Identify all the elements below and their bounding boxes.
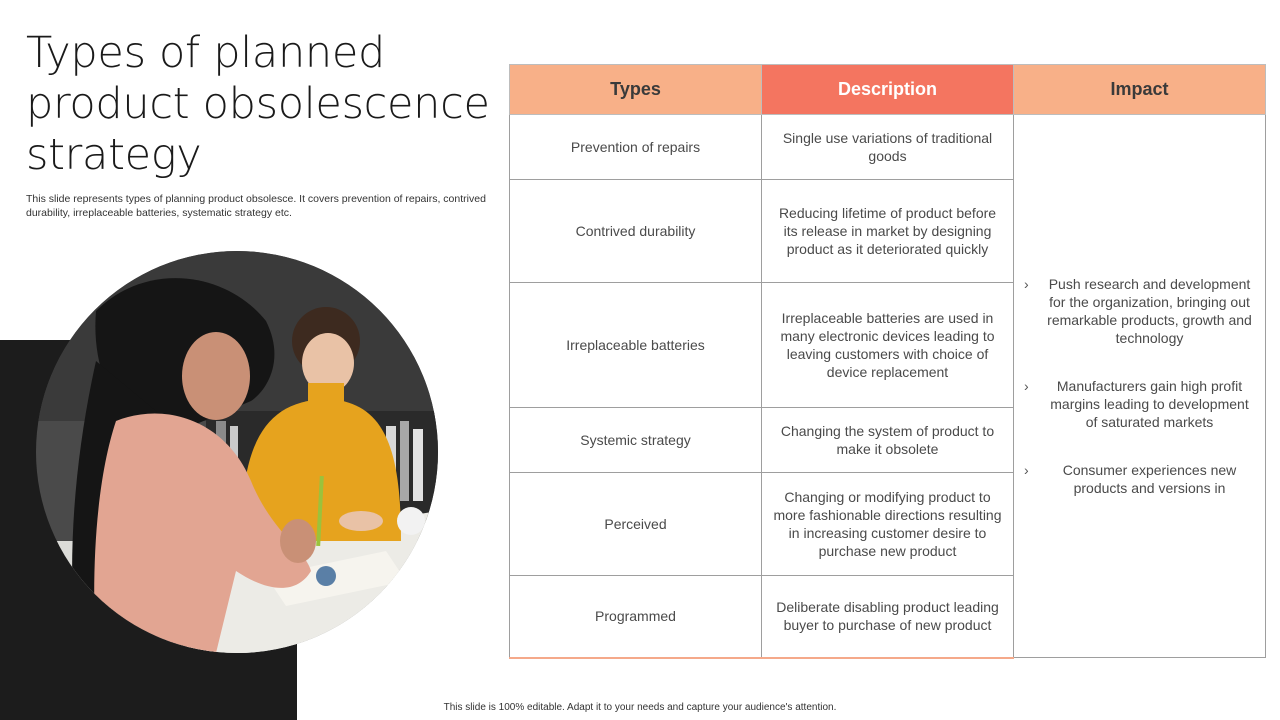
description-cell: Single use variations of traditional goods	[762, 115, 1014, 180]
type-cell: Programmed	[510, 576, 762, 658]
impact-list	[1024, 275, 1255, 497]
chevron-right-icon: ›	[1024, 378, 1029, 394]
type-cell: Irreplaceable batteries	[510, 283, 762, 408]
type-cell: Systemic strategy	[510, 408, 762, 473]
description-cell: Deliberate disabling product leading buyer to purchase of new product	[762, 576, 1014, 658]
impact-text: Push research and development for the organization, bringing out remarkable products, growth and technology	[1047, 276, 1252, 346]
type-cell: Prevention of repairs	[510, 115, 762, 180]
table-row	[510, 115, 1266, 180]
footer-note: This slide is 100% editable. Adapt it to your needs and capture your audience's attention.	[443, 702, 837, 713]
team-photo	[36, 251, 438, 653]
header-description: Description	[762, 65, 1014, 115]
impact-text: Consumer experiences new products and versions in	[1062, 462, 1237, 496]
slide-subtitle: This slide represents types of planning product obsolesce. It covers prevention of repairs, contrived durability, irreplaceable batteries, systematic strategy etc.	[26, 193, 486, 219]
description-cell: Irreplaceable batteries are used in many electronic devices leading to leaving customers with choice of device replacement	[762, 283, 1014, 408]
impact-text: Manufacturers gain high profit margins leading to development of saturated markets	[1050, 378, 1249, 430]
chevron-right-icon: ›	[1024, 276, 1029, 292]
description-cell: Changing the system of product to make it obsolete	[762, 408, 1014, 473]
header-impact: Impact	[1014, 65, 1266, 115]
header-types: Types	[510, 65, 762, 115]
impact-cell	[1014, 115, 1266, 658]
description-cell: Changing or modifying product to more fashionable directions resulting in increasing customer desire to purchase new product	[762, 473, 1014, 576]
type-cell: Contrived durability	[510, 180, 762, 283]
photo-illustration	[36, 251, 438, 653]
list-item	[1024, 275, 1255, 347]
list-item	[1024, 377, 1255, 431]
chevron-right-icon: ›	[1024, 462, 1029, 478]
type-cell: Perceived	[510, 473, 762, 576]
description-cell: Reducing lifetime of product before its release in market by designing product as it deteriorated quickly	[762, 180, 1014, 283]
list-item	[1024, 461, 1255, 497]
obsolescence-table	[509, 64, 1266, 659]
slide-title: Types of planned product obsolescence strategy	[26, 28, 490, 180]
